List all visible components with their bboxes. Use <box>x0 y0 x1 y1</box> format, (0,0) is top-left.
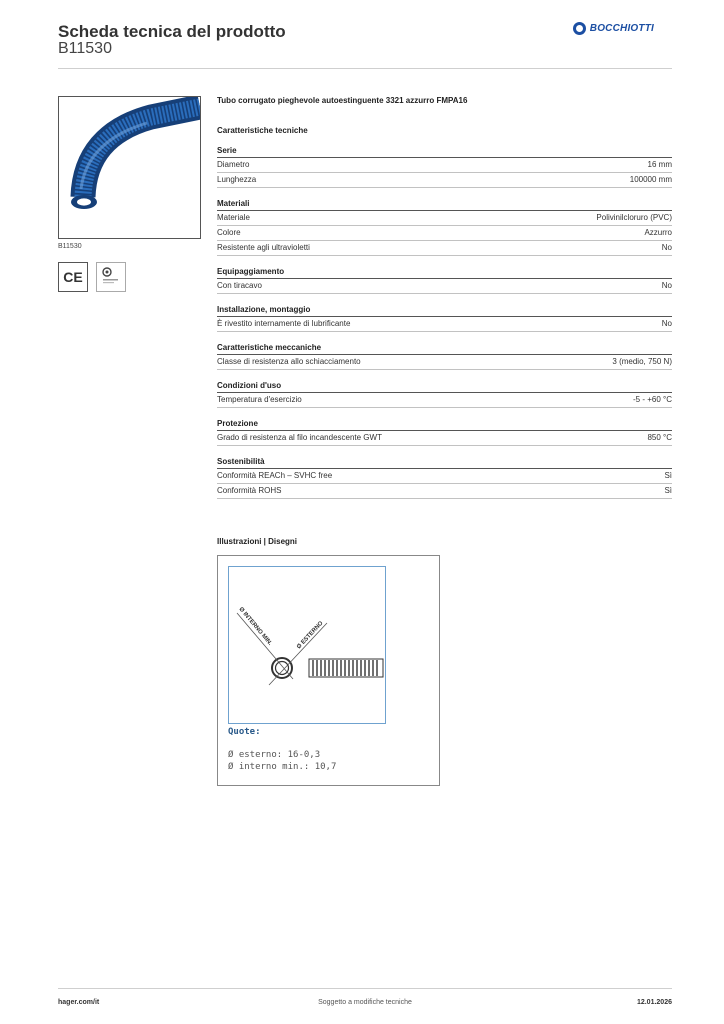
spec-value: Sì <box>664 486 672 495</box>
image-caption: B11530 <box>58 243 82 250</box>
footer-date: 12.01.2026 <box>636 999 672 1006</box>
spec-value: 16 mm <box>647 160 672 169</box>
spec-row <box>217 241 672 256</box>
spec-section-title: Materiali <box>217 199 672 211</box>
spec-label: Con tiracavo <box>217 281 262 290</box>
spec-row <box>217 355 672 370</box>
spec-row <box>217 211 672 226</box>
technical-sheet <box>217 96 672 499</box>
product-description: Tubo corrugato pieghevole autoestinguente 3321 azzurro FMPA16 <box>217 96 468 105</box>
spec-label: Conformità REACh – SVHC free <box>217 471 333 480</box>
brand-logo <box>573 22 654 35</box>
spec-section <box>217 305 672 332</box>
spec-value: Azzurro <box>644 228 672 237</box>
certification-mark-icon <box>96 262 126 292</box>
spec-section <box>217 146 672 188</box>
spec-label: Lunghezza <box>217 175 257 184</box>
spec-value: -5 - +60 °C <box>633 395 672 404</box>
spec-row <box>217 484 672 499</box>
technical-characteristics-title: Caratteristiche tecniche <box>217 126 308 135</box>
inner-diameter-value: Ø interno min.: 10,7 <box>228 762 337 772</box>
cross-section-ring-icon <box>272 658 292 678</box>
spec-section-title: Protezione <box>217 419 672 431</box>
spec-value: Sì <box>664 471 672 480</box>
spec-value: No <box>661 243 672 252</box>
inner-diameter-label: Ø INTERNO MIN. <box>237 606 273 647</box>
spec-section <box>217 419 672 446</box>
technical-drawing <box>228 566 386 724</box>
page-title: Scheda tecnica del prodotto <box>58 22 286 41</box>
spec-row <box>217 226 672 241</box>
blue-tube-picture <box>59 97 200 238</box>
spec-value: 850 °C <box>647 433 672 442</box>
spec-section-title: Sostenibilità <box>217 457 672 469</box>
spec-row <box>217 469 672 484</box>
page-header <box>58 20 672 69</box>
spec-section-title: Condizioni d'uso <box>217 381 672 393</box>
product-image <box>58 96 201 239</box>
spec-label: Materiale <box>217 213 250 222</box>
spec-row <box>217 279 672 294</box>
spec-label: Resistente agli ultravioletti <box>217 243 310 252</box>
spec-section-title: Equipaggiamento <box>217 267 672 279</box>
spec-section <box>217 343 672 370</box>
outer-diameter-label: Ø ESTERNO <box>296 620 325 651</box>
technical-drawing-box <box>217 555 440 786</box>
spec-row <box>217 317 672 332</box>
brand-name: BOCCHIOTTI <box>589 23 654 34</box>
footer-disclaimer: Soggetto a modifiche tecniche <box>318 999 412 1006</box>
brand-logo-icon <box>573 22 586 35</box>
spec-row <box>217 158 672 173</box>
ce-mark-icon: CE <box>58 262 88 292</box>
spec-label: Diametro <box>217 160 250 169</box>
inner-diameter-leader <box>237 613 293 679</box>
corrugated-tube-side-view <box>309 659 383 677</box>
footer-website: hager.com/it <box>58 999 100 1006</box>
spec-row <box>217 173 672 188</box>
spec-value: 3 (medio, 750 N) <box>612 357 672 366</box>
outer-diameter-value: Ø esterno: 16-0,3 <box>228 750 321 760</box>
spec-section <box>217 267 672 294</box>
spec-section-title: Caratteristiche meccaniche <box>217 343 672 355</box>
spec-label: Temperatura d'esercizio <box>217 395 302 404</box>
spec-value: No <box>661 319 672 328</box>
spec-label: Colore <box>217 228 241 237</box>
spec-label: Grado di resistenza al filo incandescente GWT <box>217 433 382 442</box>
illustrations-title: Illustrazioni | Disegni <box>217 537 298 546</box>
spec-label: Conformità ROHS <box>217 486 282 495</box>
spec-label: È rivestito internamente di lubrificante <box>217 319 351 328</box>
spec-section <box>217 381 672 408</box>
spec-value: Polivinilcloruro (PVC) <box>596 213 672 222</box>
spec-value: No <box>661 281 672 290</box>
dimensions-title: Quote: <box>228 727 261 737</box>
spec-section-title: Installazione, montaggio <box>217 305 672 317</box>
page-footer <box>58 988 672 1019</box>
spec-section-title: Serie <box>217 146 672 158</box>
spec-section <box>217 457 672 499</box>
spec-section <box>217 199 672 256</box>
spec-row <box>217 431 672 446</box>
spec-label: Classe di resistenza allo schiacciamento <box>217 357 361 366</box>
spec-value: 100000 mm <box>629 175 672 184</box>
product-code: B11530 <box>58 40 112 57</box>
spec-row <box>217 393 672 408</box>
